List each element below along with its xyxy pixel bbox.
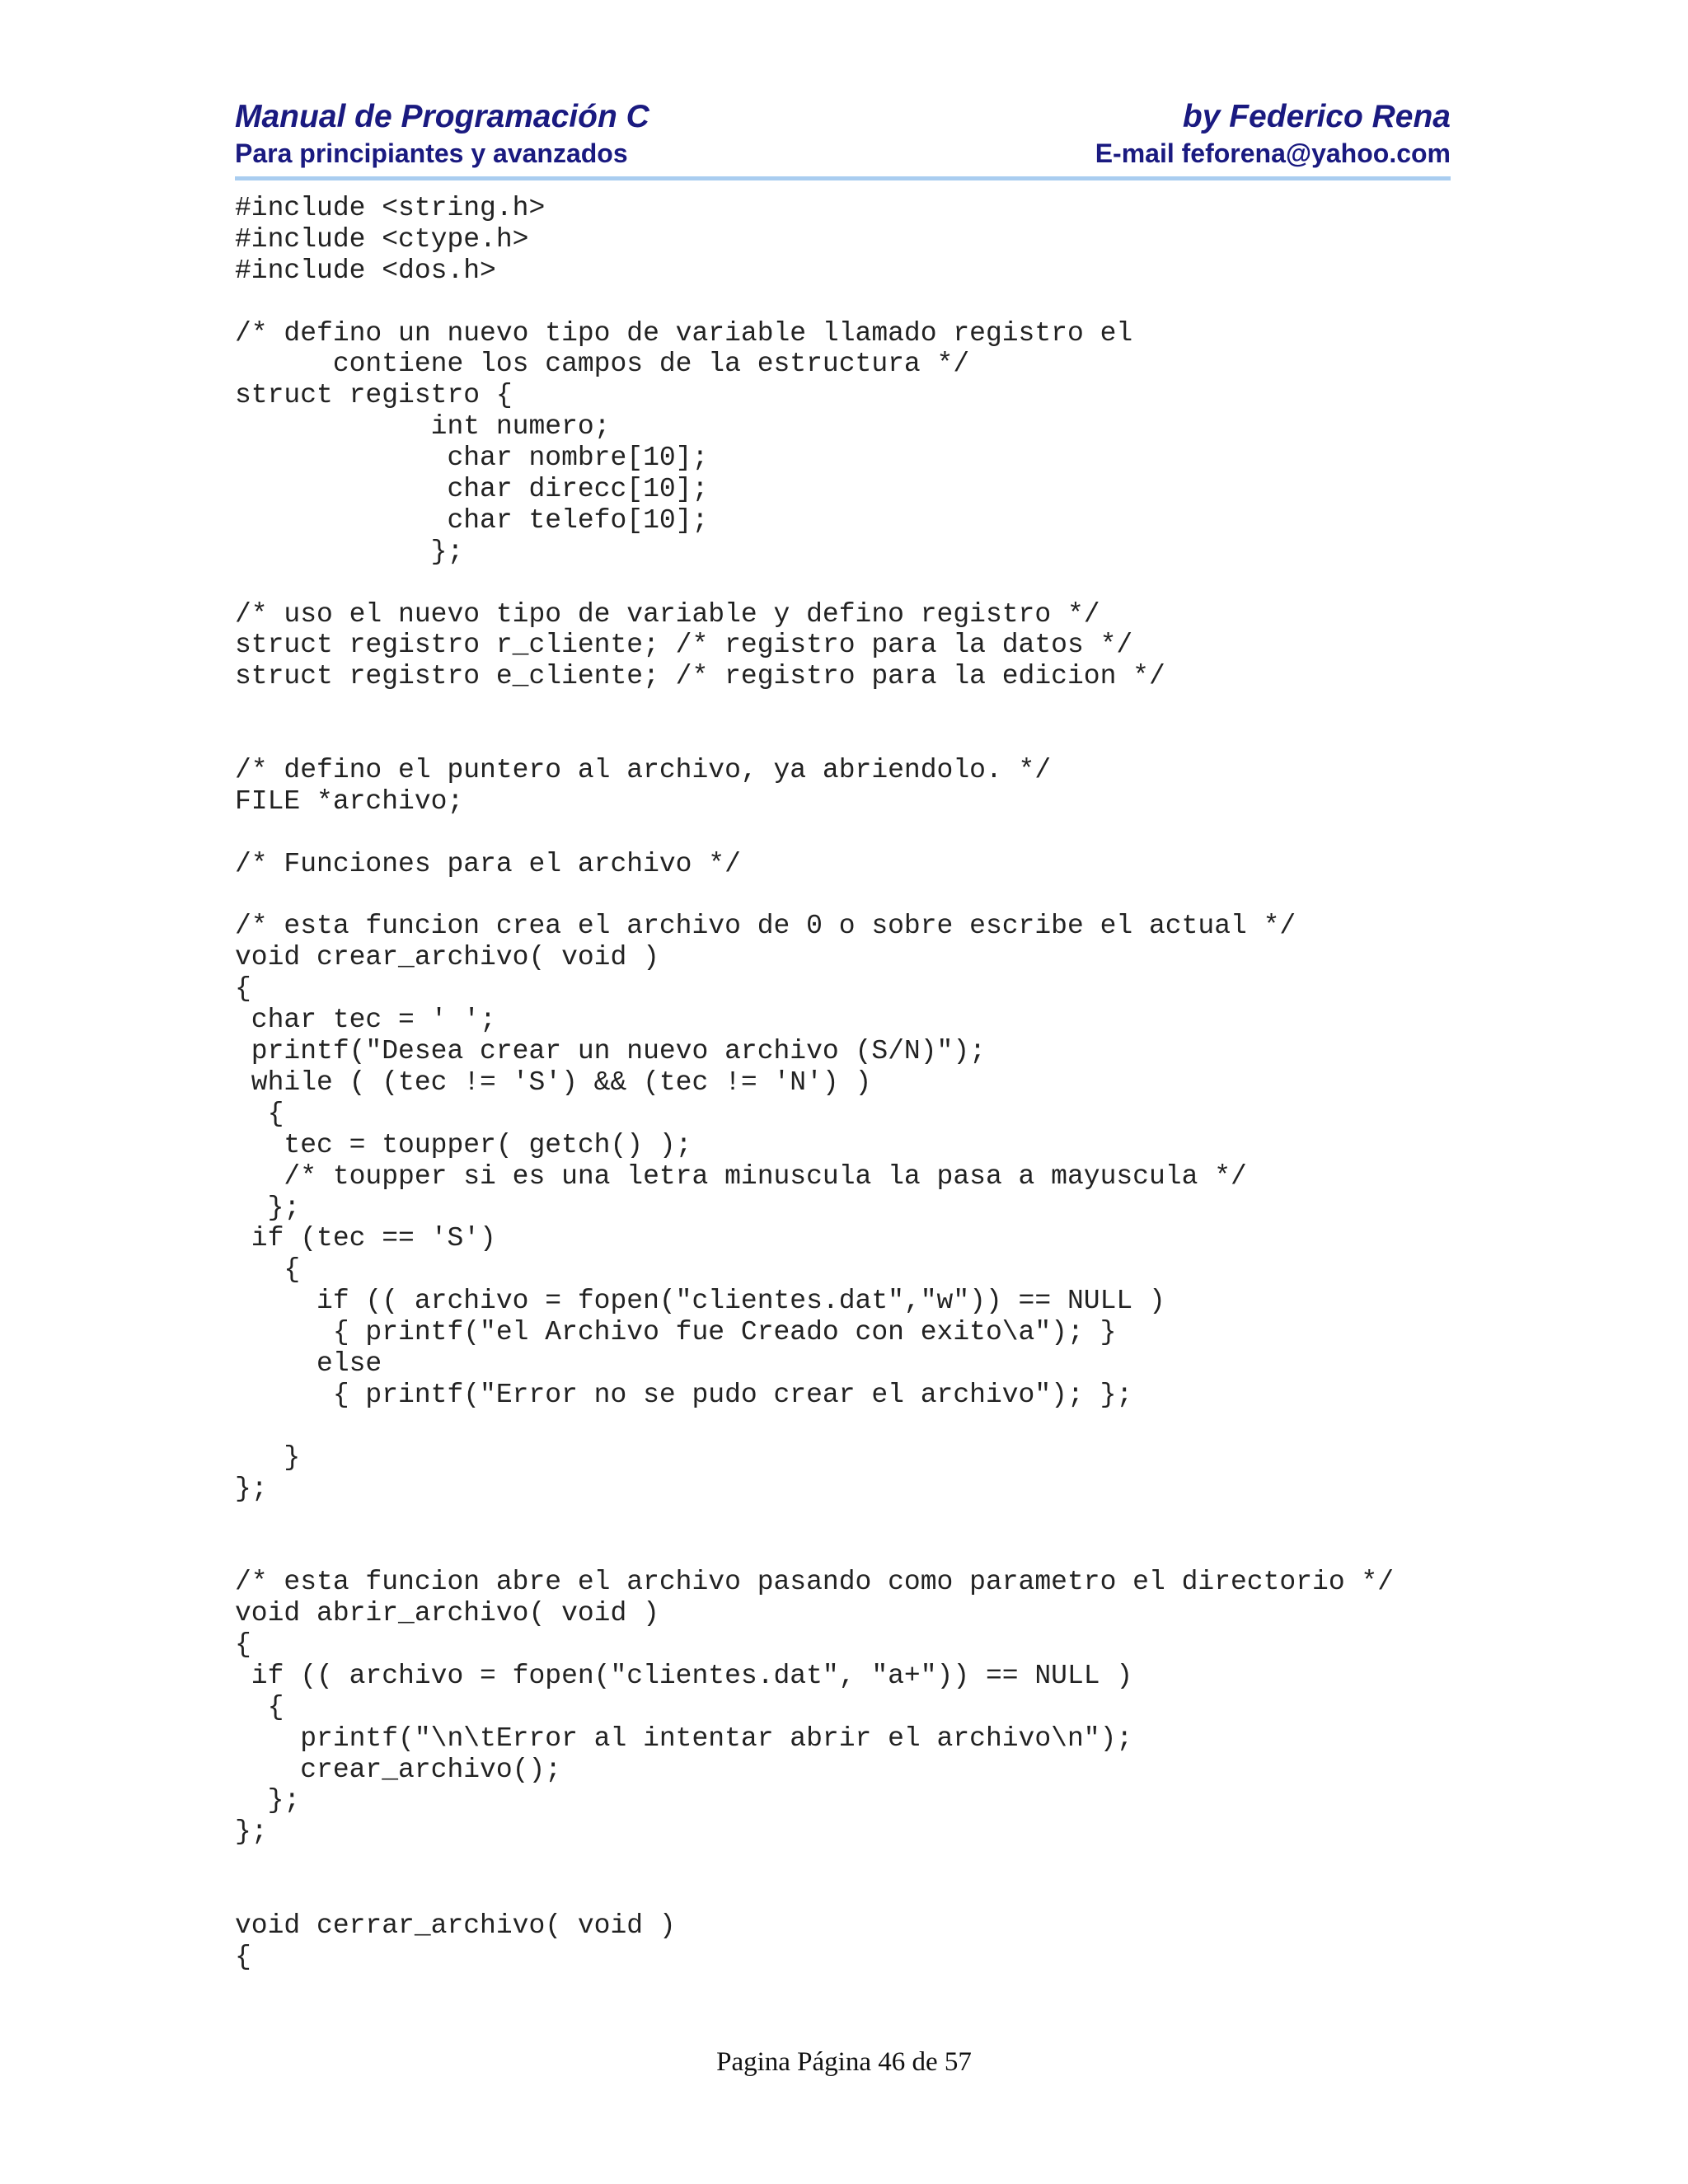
page-footer (0, 2046, 1688, 2079)
code-line: void cerrar_archivo( void ) (235, 1910, 676, 1941)
code-line: { printf("Error no se pudo crear el archivo"); }; (235, 1379, 1133, 1410)
code-line: #include <dos.h> (235, 255, 496, 286)
code-line: while ( (tec != 'S') && (tec != 'N') ) (235, 1066, 872, 1098)
code-line: printf("Desea crear un nuevo archivo (S/N)"); (235, 1036, 986, 1067)
code-line: { (235, 1941, 251, 1972)
code-line (235, 1848, 1451, 1879)
code-line (235, 692, 1451, 724)
code-line: char telefo[10]; (235, 504, 709, 536)
code-line: /* defino el puntero al archivo, ya abriendolo. */ (235, 755, 1052, 786)
code-line: { (235, 1629, 251, 1660)
code-line: { (235, 1254, 301, 1286)
code-line: int numero; (235, 411, 611, 443)
code-line: struct registro r_cliente; /* registro para la datos */ (235, 630, 1133, 661)
header-bottom-row (235, 137, 1451, 170)
page-number: Pagina Página 46 de 57 (716, 2047, 972, 2077)
manual-subtitle: Para principiantes y avanzados (235, 138, 628, 168)
code-line: #include <string.h> (235, 193, 546, 223)
code-line: { printf("el Archivo fue Creado con exito\a"); } (235, 1317, 1117, 1348)
header-divider (235, 176, 1451, 180)
code-line: }; (235, 1192, 301, 1223)
code-line: char nombre[10]; (235, 443, 709, 474)
page-header (235, 97, 1451, 184)
code-line: if (tec == 'S') (235, 1223, 496, 1254)
code-line: contiene los campos de la estructura */ (235, 349, 970, 380)
code-line: { (235, 1691, 284, 1722)
code-line: }; (235, 1473, 268, 1504)
code-line: /* toupper si es una letra minuscula la pasa a mayuscula */ (235, 1160, 1247, 1192)
code-line: char tec = ' '; (235, 1005, 496, 1036)
code-line: }; (235, 1816, 268, 1848)
code-line (235, 1535, 1451, 1567)
code-line (235, 818, 1451, 849)
header-top-row (235, 97, 1451, 137)
code-listing (235, 193, 1451, 1973)
code-line: crear_archivo(); (235, 1754, 562, 1785)
code-line (235, 1879, 1451, 1910)
code-line: { (235, 973, 251, 1005)
author-email: E-mail feforena@yahoo.com (1095, 138, 1451, 168)
code-line: { (235, 1098, 284, 1129)
code-line: }; (235, 1785, 301, 1816)
code-line (235, 1504, 1451, 1535)
code-line: FILE *archivo; (235, 785, 464, 817)
code-line (235, 287, 1451, 318)
code-line: #include <ctype.h> (235, 223, 529, 255)
code-line: if (( archivo = fopen("clientes.dat", "a+")) == NULL ) (235, 1660, 1133, 1691)
code-line: /* defino un nuevo tipo de variable llamado registro el (235, 317, 1133, 349)
code-line: /* esta funcion crea el archivo de 0 o sobre escribe el actual */ (235, 911, 1296, 942)
code-line (235, 880, 1451, 912)
code-line: /* Funciones para el archivo */ (235, 848, 741, 879)
code-line: void abrir_archivo( void ) (235, 1598, 659, 1629)
manual-title: Manual de Programación C (235, 99, 649, 134)
code-line: char direcc[10]; (235, 474, 709, 505)
code-line (235, 568, 1451, 599)
code-line: /* esta funcion abre el archivo pasando como parametro el directorio */ (235, 1567, 1395, 1598)
code-line: /* uso el nuevo tipo de variable y defino registro */ (235, 598, 1100, 630)
code-line: } (235, 1441, 301, 1473)
code-line: printf("\n\tError al intentar abrir el archivo\n"); (235, 1722, 1133, 1754)
code-line: if (( archivo = fopen("clientes.dat","w")) == NULL ) (235, 1286, 1165, 1317)
code-line: }; (235, 536, 464, 567)
code-line (235, 1411, 1451, 1442)
code-line: void crear_archivo( void ) (235, 942, 659, 973)
code-line (235, 724, 1451, 755)
code-line: else (235, 1347, 382, 1379)
code-line: struct registro e_cliente; /* registro para la edicion */ (235, 661, 1165, 692)
code-line: struct registro { (235, 380, 513, 411)
author-name: by Federico Rena (1182, 99, 1451, 134)
code-line: tec = toupper( getch() ); (235, 1129, 692, 1160)
